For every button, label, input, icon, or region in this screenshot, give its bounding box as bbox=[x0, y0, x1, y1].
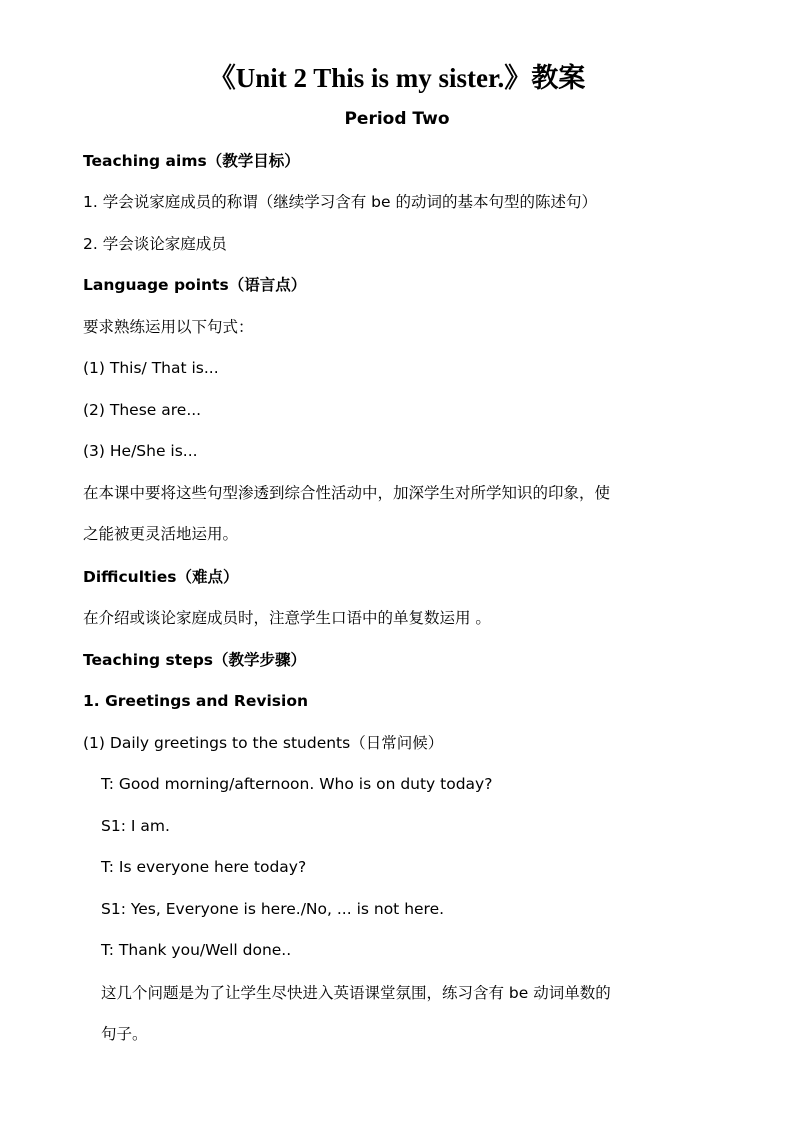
teaching-aims-heading: Teaching aims（教学目标） bbox=[83, 152, 300, 170]
language-points-intro: 要求熟练运用以下句式： bbox=[83, 318, 254, 336]
dialogue-line: S1: Yes, Everyone is here./No, ... is not here. bbox=[101, 900, 445, 918]
language-note-line-2: 之能被更灵活地运用。 bbox=[83, 525, 239, 543]
pattern-3: (3) He/She is... bbox=[83, 442, 198, 460]
aim-item-2: 2. 学会谈论家庭成员 bbox=[83, 235, 227, 253]
step-1-sub-1: (1) Daily greetings to the students（日常问候） bbox=[83, 734, 444, 752]
explain-line-1: 这几个问题是为了让学生尽快进入英语课堂氛围，练习含有 be 动词单数的 bbox=[101, 984, 611, 1002]
pattern-1: (1) This/ That is... bbox=[83, 359, 219, 377]
document-title: 《Unit 2 This is my sister.》教案 bbox=[208, 63, 586, 93]
dialogue-line: T: Thank you/Well done.. bbox=[101, 941, 292, 959]
period-subtitle: Period Two bbox=[344, 109, 450, 129]
difficulties-text: 在介绍或谈论家庭成员时，注意学生口语中的单复数运用 。 bbox=[83, 609, 491, 627]
language-points-heading: Language points（语言点） bbox=[83, 276, 307, 294]
language-note-line-1: 在本课中要将这些句型渗透到综合性活动中，加深学生对所学知识的印象，使 bbox=[83, 484, 611, 502]
explain-line-2: 句子。 bbox=[101, 1025, 148, 1043]
dialogue-line: T: Is everyone here today? bbox=[101, 858, 307, 876]
teaching-steps-heading: Teaching steps（教学步骤） bbox=[83, 651, 307, 669]
aim-item-1: 1. 学会说家庭成员的称谓（继续学习含有 be 的动词的基本句型的陈述句） bbox=[83, 193, 597, 211]
step-1-heading: 1. Greetings and Revision bbox=[83, 692, 309, 710]
dialogue-line: S1: I am. bbox=[101, 817, 170, 835]
pattern-2: (2) These are... bbox=[83, 401, 202, 419]
dialogue-line: T: Good morning/afternoon. Who is on duty today? bbox=[101, 775, 493, 793]
difficulties-heading: Difficulties（难点） bbox=[83, 568, 239, 586]
